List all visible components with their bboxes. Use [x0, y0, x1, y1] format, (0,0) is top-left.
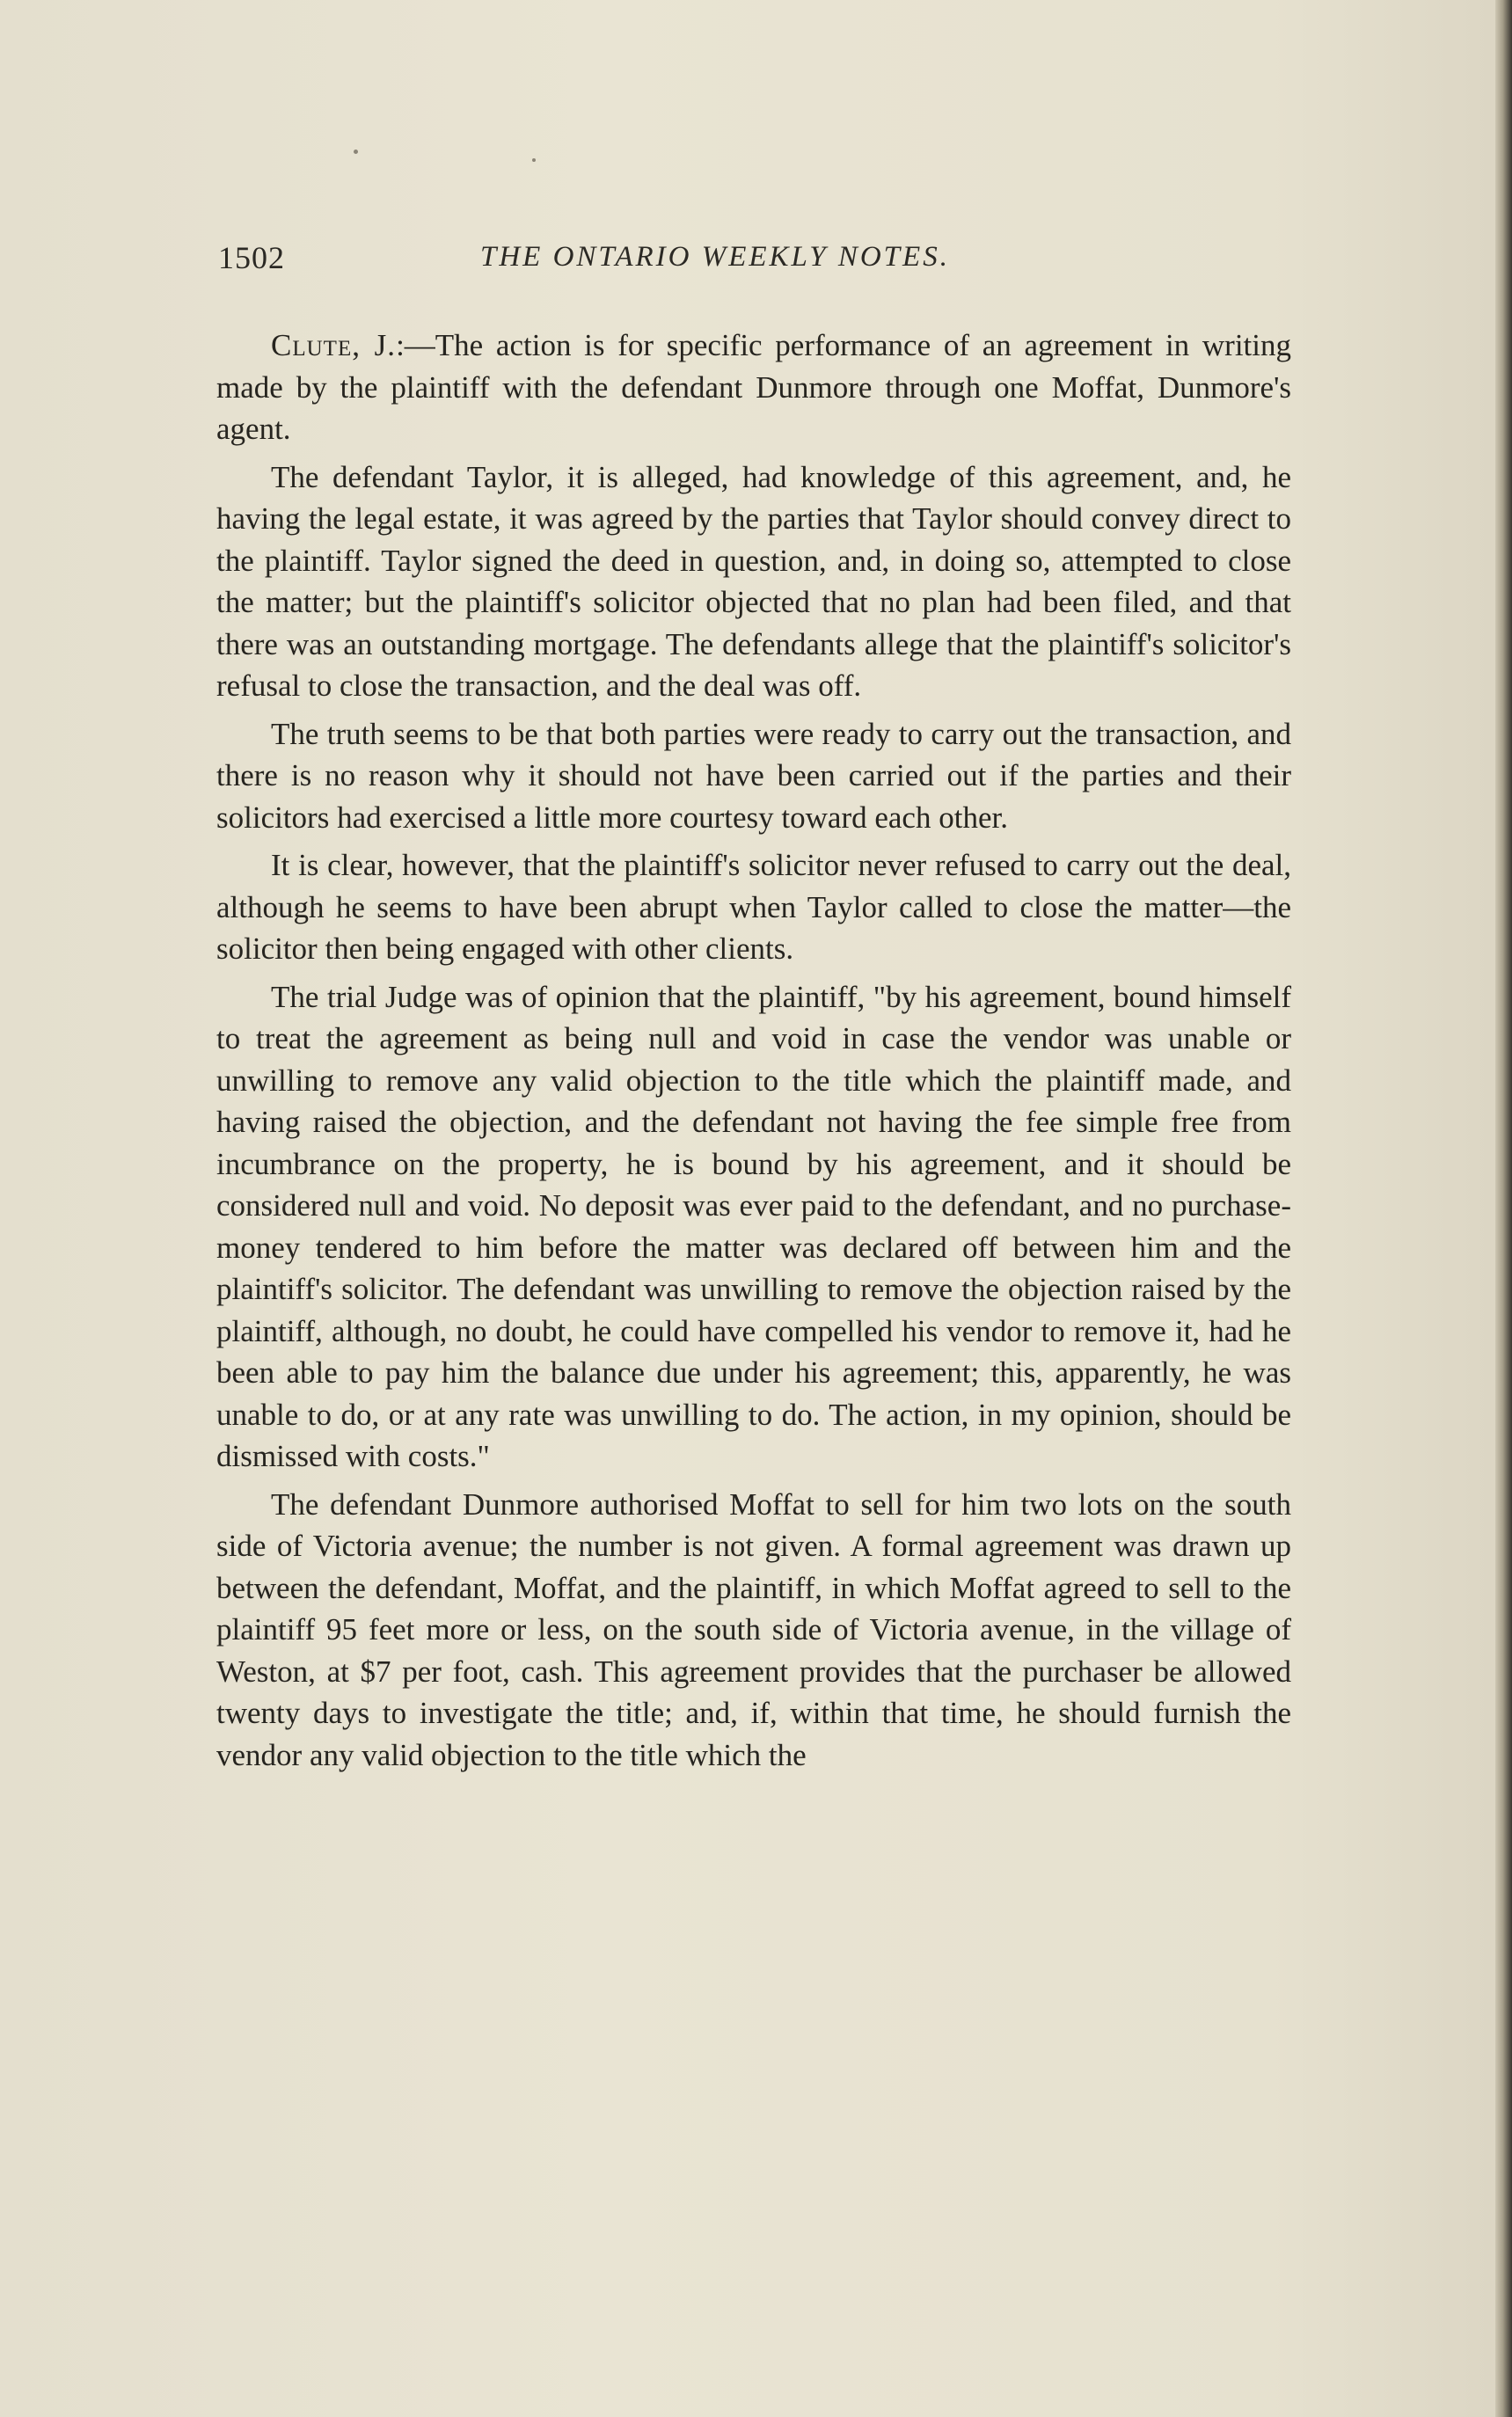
- paper-speck: [532, 158, 536, 162]
- page-number: 1502: [218, 240, 285, 275]
- running-head: THE ONTARIO WEEKLY NOTES.: [480, 241, 950, 273]
- paragraph: The defendant Taylor, it is alleged, had knowledge of this agreement, and, he having the legal estate, it was agreed by the parties that Taylor should convey direct to the plaintiff. Taylor signed the deed in question, and, in doing so, attempted to close the matter; but the plaintiff's solicitor objected that no plan had been filed, and that there was an outstanding mortgage. The defendants allege that the plaintiff's solicitor's refusal to close the transaction, and the deal was off.: [216, 459, 1291, 703]
- paragraph-text: :—The action is for specific performance of an agreement in writing made by the plaintiff with the defendant Dunmore through one Moffat, Dunmore's agent.: [216, 328, 1291, 446]
- paper-speck: [354, 150, 358, 154]
- paragraph: [216, 325, 1291, 450]
- paragraph: The trial Judge was of opinion that the plaintiff, "by his agreement, bound himself to treat the agreement as being null and void in case the vendor was unable or unwilling to remove any valid objection to the title which the plaintiff made, and having raised the objection, and the defendant not having the fee simple free from incumbrance on the property, he is bound by his agreement, and it should be considered null and void. No deposit was ever paid to the defendant, and no purchase-money tendered to him before the matter was declared off between him and the plaintiff's solicitor. The defendant was unwilling to remove the objection raised by the plaintiff, although, no doubt, he could have compelled his vendor to remove it, had he been able to pay him the balance due under his agreement; this, apparently, he was unable to do, or at any rate was unwilling to do. The action, in my opinion, should be dismissed with costs.": [216, 979, 1291, 1473]
- page-header: [218, 239, 1291, 292]
- paragraph: It is clear, however, that the plaintiff's solicitor never refused to carry out the deal, although he seems to have been abrupt when Taylor called to close the matter—the solicitor then being engaged with other clients.: [216, 848, 1291, 966]
- paragraph: The defendant Dunmore authorised Moffat to sell for him two lots on the south side of Victoria avenue; the number is not given. A formal agreement was drawn up between the defendant, Moffat, and the plaintiff, in which Moffat agreed to sell to the plaintiff 95 feet more or less, on the south side of Victoria avenue, in the village of Weston, at $7 per foot, cash. This agreement provides that the purchaser be allowed twenty days to investigate the title; and, if, within that time, he should furnish the vendor any valid objection to the title which the: [216, 1486, 1291, 1772]
- body-text: [216, 325, 1291, 1776]
- page-edge: [1495, 0, 1512, 2417]
- judge-name: Clute, J.: [271, 328, 397, 362]
- paragraph: The truth seems to be that both parties were ready to carry out the transaction, and there is no reason why it should not have been carried out if the parties and their solicitors had exercised a little more courtesy toward each other.: [216, 716, 1291, 835]
